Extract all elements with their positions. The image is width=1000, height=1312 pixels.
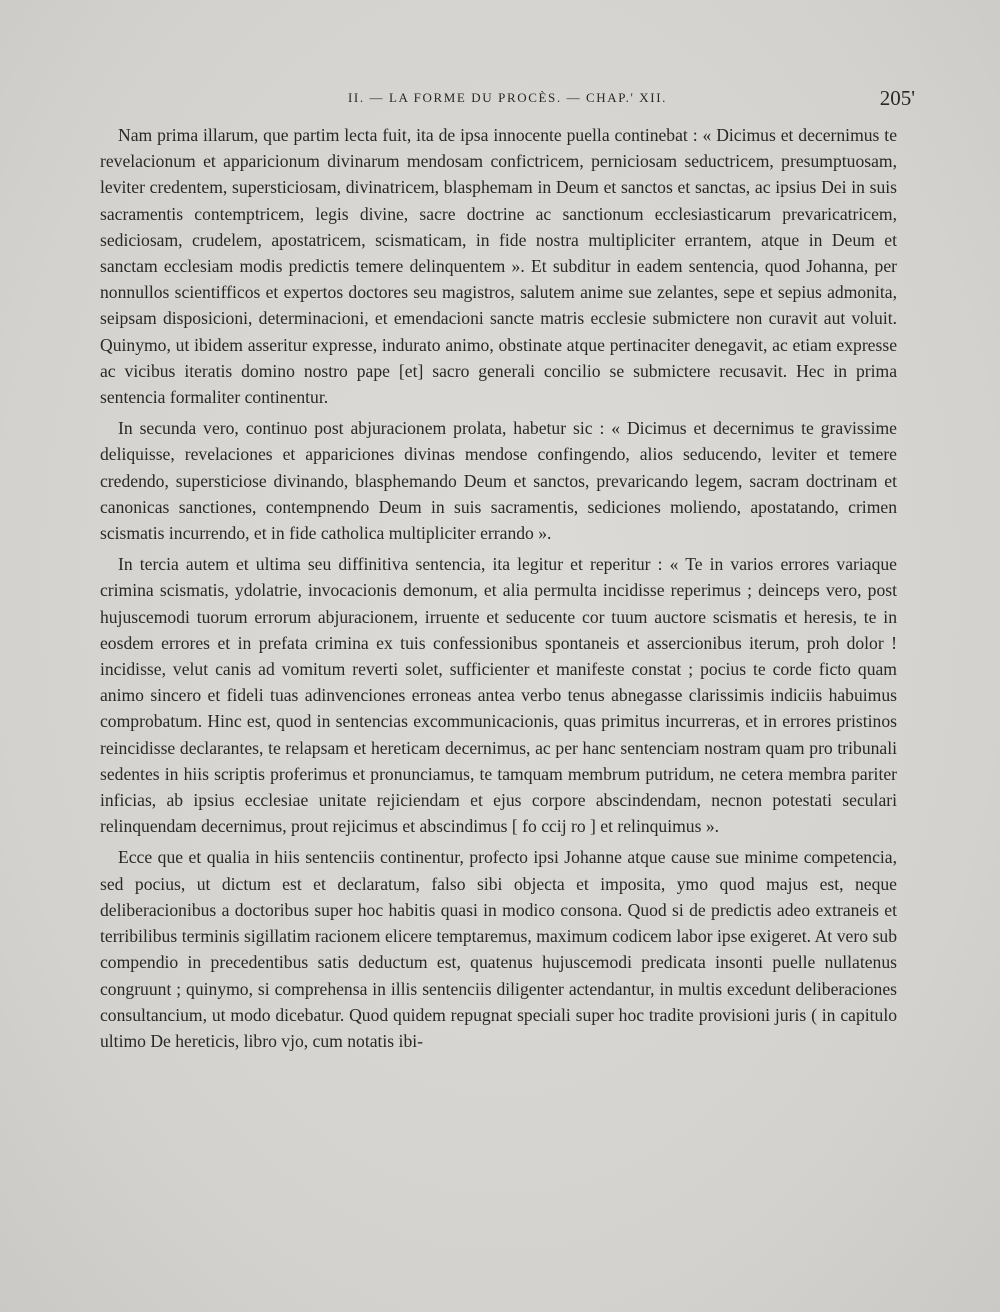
paragraph: In secunda vero, continuo post abjuracionem prolata, habetur sic : « Dicimus et decernimus te gravissime deliquisse, revelaciones et appariciones divinas mendose confingendo, alios seducendo, leviter et temere credendo, supersticiose divinando, blasphemando Deum et sanctos, prevaricando legem, sacram doctrinam et canonicas sanctiones, contempnendo Deum in suis sacramentis, sediciones moliendo, apostatando, crimen scismatis incurrendo, et in fide catholica multipliciter errando ». <box>100 418 897 544</box>
page-body <box>100 122 897 1054</box>
paragraph: Nam prima illarum, que partim lecta fuit, ita de ipsa innocente puella continebat : « Dicimus et decernimus te revelacionum et apparicionum divinarum mendosam confictricem, perniciosam seductricem, presumptuosam, leviter credentem, supersticiosam, divinatricem, blasphemam in Deum et sanctos et sanctas, ac ipsius Dei in suis sacramentis contemptricem, legis divine, sacre doctrine ac sanctionum ecclesiasticarum prevaricatricem, sediciosam, crudelem, apostatricem, scismaticam, in fide nostra multipliciter errantem, atque in Deum et sanctam ecclesiam modis predictis temere delinquentem ». Et subditur in eadem sentencia, quod Johanna, per nonnullos scientifficos et expertos doctores seu magistros, salutem anime sue zelantes, sepe et sepius admonita, seipsam disposicioni, determinacioni, et emendacioni sancte matris ecclesie submictere non curavit aut voluit. Quinymo, ut ibidem asseritur expresse, indurato animo, obstinate atque pertinaciter denegavit, ac etiam expresse ac vicibus iteratis domino nostro pape [et] sacro generali concilio se submictere recusavit. Hec in prima sentencia formaliter continentur. <box>100 125 897 408</box>
paragraph: In tercia autem et ultima seu diffinitiva sentencia, ita legitur et reperitur : « Te in varios errores variaque crimina scismatis, ydolatrie, invocacionis demonum, et alia permulta incidisse reperimus ; deinceps vero, post hujuscemodi tuorum errorum abjuracionem, irruente et seducente cor tuum auctore scismatis et heresis, te in eosdem errores et in prefata crimina ex tuis confessionibus spontaneis et assercionibus iterum, proh dolor ! incidisse, velut canis ad vomitum reverti solet, sufficienter et manifeste constat ; pocius te corde ficto quam animo sincero et fideli tuas adinvenciones erroneas antea verbo tenus abnegasse clarissimis indiciis habuimus comprobatum. Hinc est, quod in sentencias excommunicacionis, quas primitus incurreras, et in errores pristinos reincidisse declarantes, te relapsam et hereticam decernimus, ac per hanc sentenciam nostram quam pro tribunali sedentes in hiis scriptis proferimus et pronunciamus, te tamquam membrum putridum, ne cetera membra pariter inficias, ab ipsius ecclesiae unitate rejiciendam et ejus corpore abscindendam, necnon potestati seculari relinquendam decernimus, prout rejicimus et abscindimus [ fo ccij ro ] et relinquimus ». <box>100 554 897 837</box>
paragraph: Ecce que et qualia in hiis sentenciis continentur, profecto ipsi Johanne atque cause sue minime competencia, sed pocius, ut dictum est et declaratum, falso sibi objecta et imposita, ymo quod majus est, neque deliberacionibus a doctoribus super hoc habitis quasi in modico consona. Quod si de predictis adeo extraneis et terribilibus terminis sigillatim racionem elicere temptaremus, maximum codicem labor ipse exigeret. At vero sub compendio in precedentibus satis deductum est, quatenus hujuscemodi predicata insonti puelle nullatenus congruunt ; quinymo, si comprehensa in illis sentenciis diligenter actendantur, in multis excedunt deliberaciones consultancium, ut modo dicebatur. Quod quidem repugnat speciali super hoc tradite provisioni juris ( in capitulo ultimo De hereticis, libro vjo, cum notatis ibi- <box>100 847 897 1051</box>
page-number: 205' <box>879 86 915 110</box>
page-header <box>100 86 915 112</box>
running-title: II. — LA FORME DU PROCÈS. — CHAP.' XII. <box>348 90 667 105</box>
